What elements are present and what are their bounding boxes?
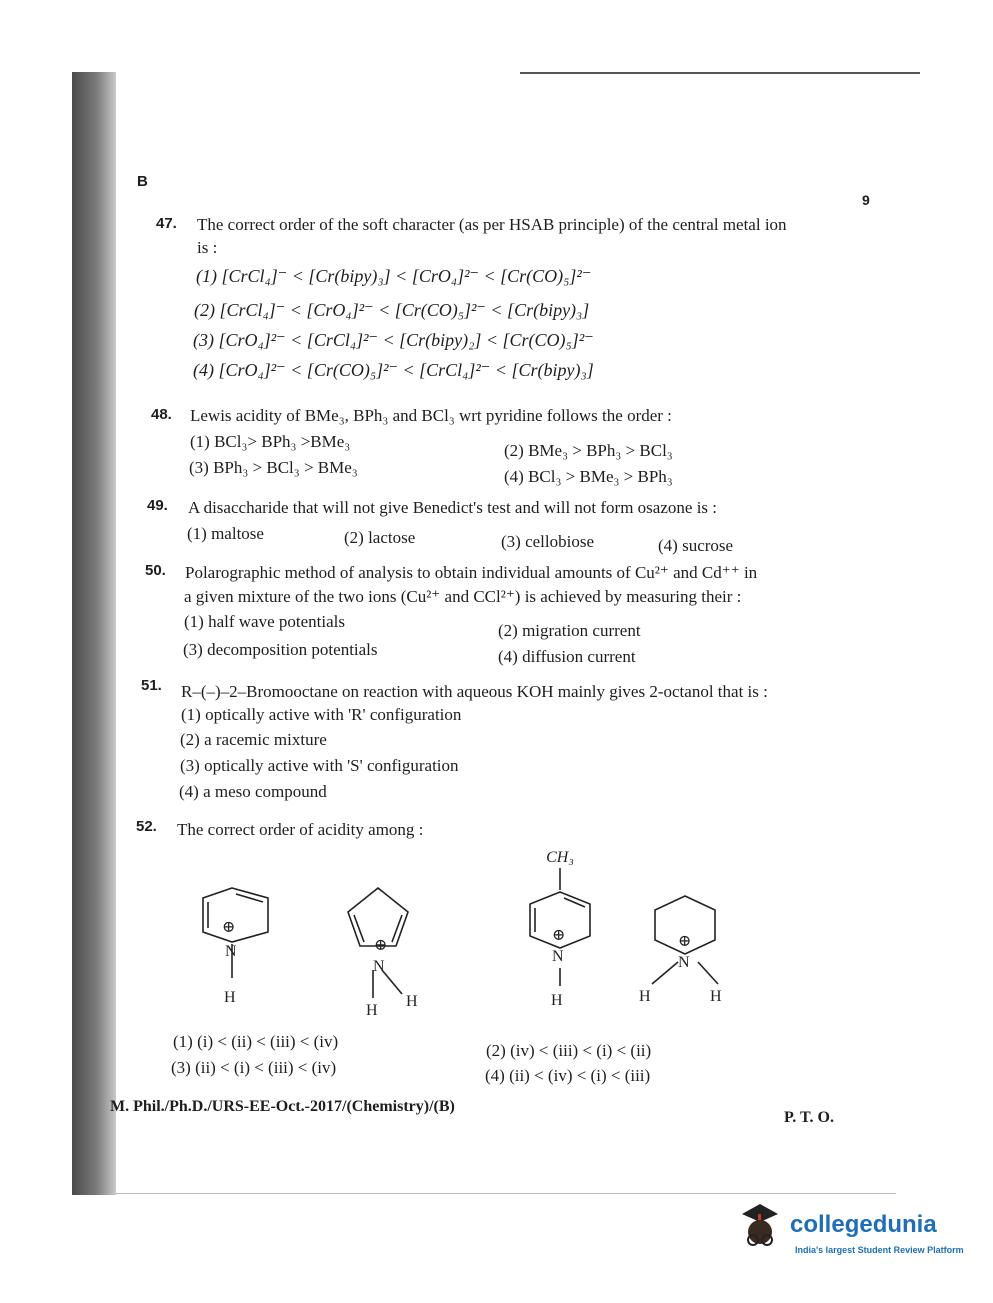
q50-option-2: (2) migration current [498,621,641,640]
q48-number: 48. [151,406,172,423]
q47-option-1: (1) [CrCl₄]⁻ < [Cr(bipy)₃] < [CrO₄]²⁻ < [Cr(CO)₅]²⁻ [196,266,592,286]
q48-text: Lewis acidity of BMe₃, BPh₃ and BCl₃ wrt pyridine follows the order : [190,406,672,425]
q49-text: A disaccharide that will not give Benedict's test and will not form osazone is : [188,498,718,517]
ch3-label: CH₃ [546,849,574,866]
plus-3: ⊕ [552,927,566,944]
q52-number: 52. [136,818,157,835]
q50-option-3: (3) decomposition potentials [183,640,378,659]
q52-option-3: (3) (ii) < (i) < (iii) < (iv) [171,1058,337,1077]
bottom-rule [116,1193,896,1194]
q50-text: Polarographic method of analysis to obtain individual amounts of Cu²⁺ and Cd⁺⁺ in [185,563,758,582]
footer-code: M. Phil./Ph.D./URS-EE-Oct.-2017/(Chemistry)/(B) [110,1098,455,1115]
footer-pto: P. T. O. [784,1109,834,1126]
q49-option-2: (2) lactose [344,528,416,547]
pyridinium-ring [203,888,268,942]
h-2b: H [406,993,418,1010]
q50-option-1: (1) half wave potentials [184,612,345,631]
h-2a: H [366,1002,378,1019]
q48-option-4: (4) BCl₃ > BMe₃ > BPh₃ [504,467,673,486]
n-2: N [373,958,385,975]
set-label: B [137,173,148,190]
q52-text: The correct order of acidity among : [177,820,424,839]
h-4b: H [710,988,722,1005]
q52-option-2: (2) (iv) < (iii) < (i) < (ii) [486,1041,652,1060]
n-3: N [552,948,564,965]
q50-text-cont: a given mixture of the two ions (Cu²⁺ and CCl²⁺) is achieved by measuring their : [184,587,742,606]
watermark-brand: collegedunia [790,1211,937,1238]
q49-number: 49. [147,497,168,514]
q48-option-3: (3) BPh₃ > BCl₃ > BMe₃ [189,458,358,477]
q51-option-3: (3) optically active with 'S' configuration [180,756,459,775]
q51-option-2: (2) a racemic mixture [180,730,327,749]
q47-option-2: (2) [CrCl₄]⁻ < [CrO₄]²⁻ < [Cr(CO)₅]²⁻ < [Cr(bipy)₃] [194,300,590,320]
page-number: 9 [862,192,870,208]
mascot-icon [740,1200,780,1250]
q52-structures [170,840,750,1020]
h-3: H [551,992,563,1009]
q47-text-cont: is : [197,238,218,257]
q52-option-1: (1) (i) < (ii) < (iii) < (iv) [173,1032,339,1051]
scan-page-edge [72,72,116,1195]
q49-option-1: (1) maltose [187,524,264,543]
plus-4: ⊕ [678,933,692,950]
q48-option-2: (2) BMe₃ > BPh₃ > BCl₃ [504,441,673,460]
plus-2: ⊕ [374,937,388,954]
h-1: H [224,989,236,1006]
q51-text: R–(–)–2–Bromooctane on reaction with aqueous KOH mainly gives 2-octanol that is : [181,682,768,701]
q51-option-1: (1) optically active with 'R' configuration [181,705,462,724]
plus-1: ⊕ [222,919,236,936]
q47-number: 47. [156,215,177,232]
top-rule [520,72,920,74]
q47-text: The correct order of the soft character (as per HSAB principle) of the central metal ion [197,215,787,234]
q51-option-4: (4) a meso compound [179,782,327,801]
n-4: N [678,954,690,971]
q50-number: 50. [145,562,166,579]
h-4a: H [639,988,651,1005]
q49-option-4: (4) sucrose [658,536,734,555]
watermark-tagline: India's largest Student Review Platform [795,1245,964,1255]
q51-number: 51. [141,677,162,694]
q47-option-3: (3) [CrO₄]²⁻ < [CrCl₄]²⁻ < [Cr(bipy)₂] < [Cr(CO)₅]²⁻ [193,330,594,350]
q47-option-4: (4) [CrO₄]²⁻ < [Cr(CO)₅]²⁻ < [CrCl₄]²⁻ < [Cr(bipy)₃] [193,360,594,380]
n-1: N [225,943,237,960]
q49-option-3: (3) cellobiose [501,532,594,551]
q50-option-4: (4) diffusion current [498,647,636,666]
q52-option-4: (4) (ii) < (iv) < (i) < (iii) [485,1066,651,1085]
q48-option-1: (1) BCl₃> BPh₃ >BMe₃ [190,432,351,451]
